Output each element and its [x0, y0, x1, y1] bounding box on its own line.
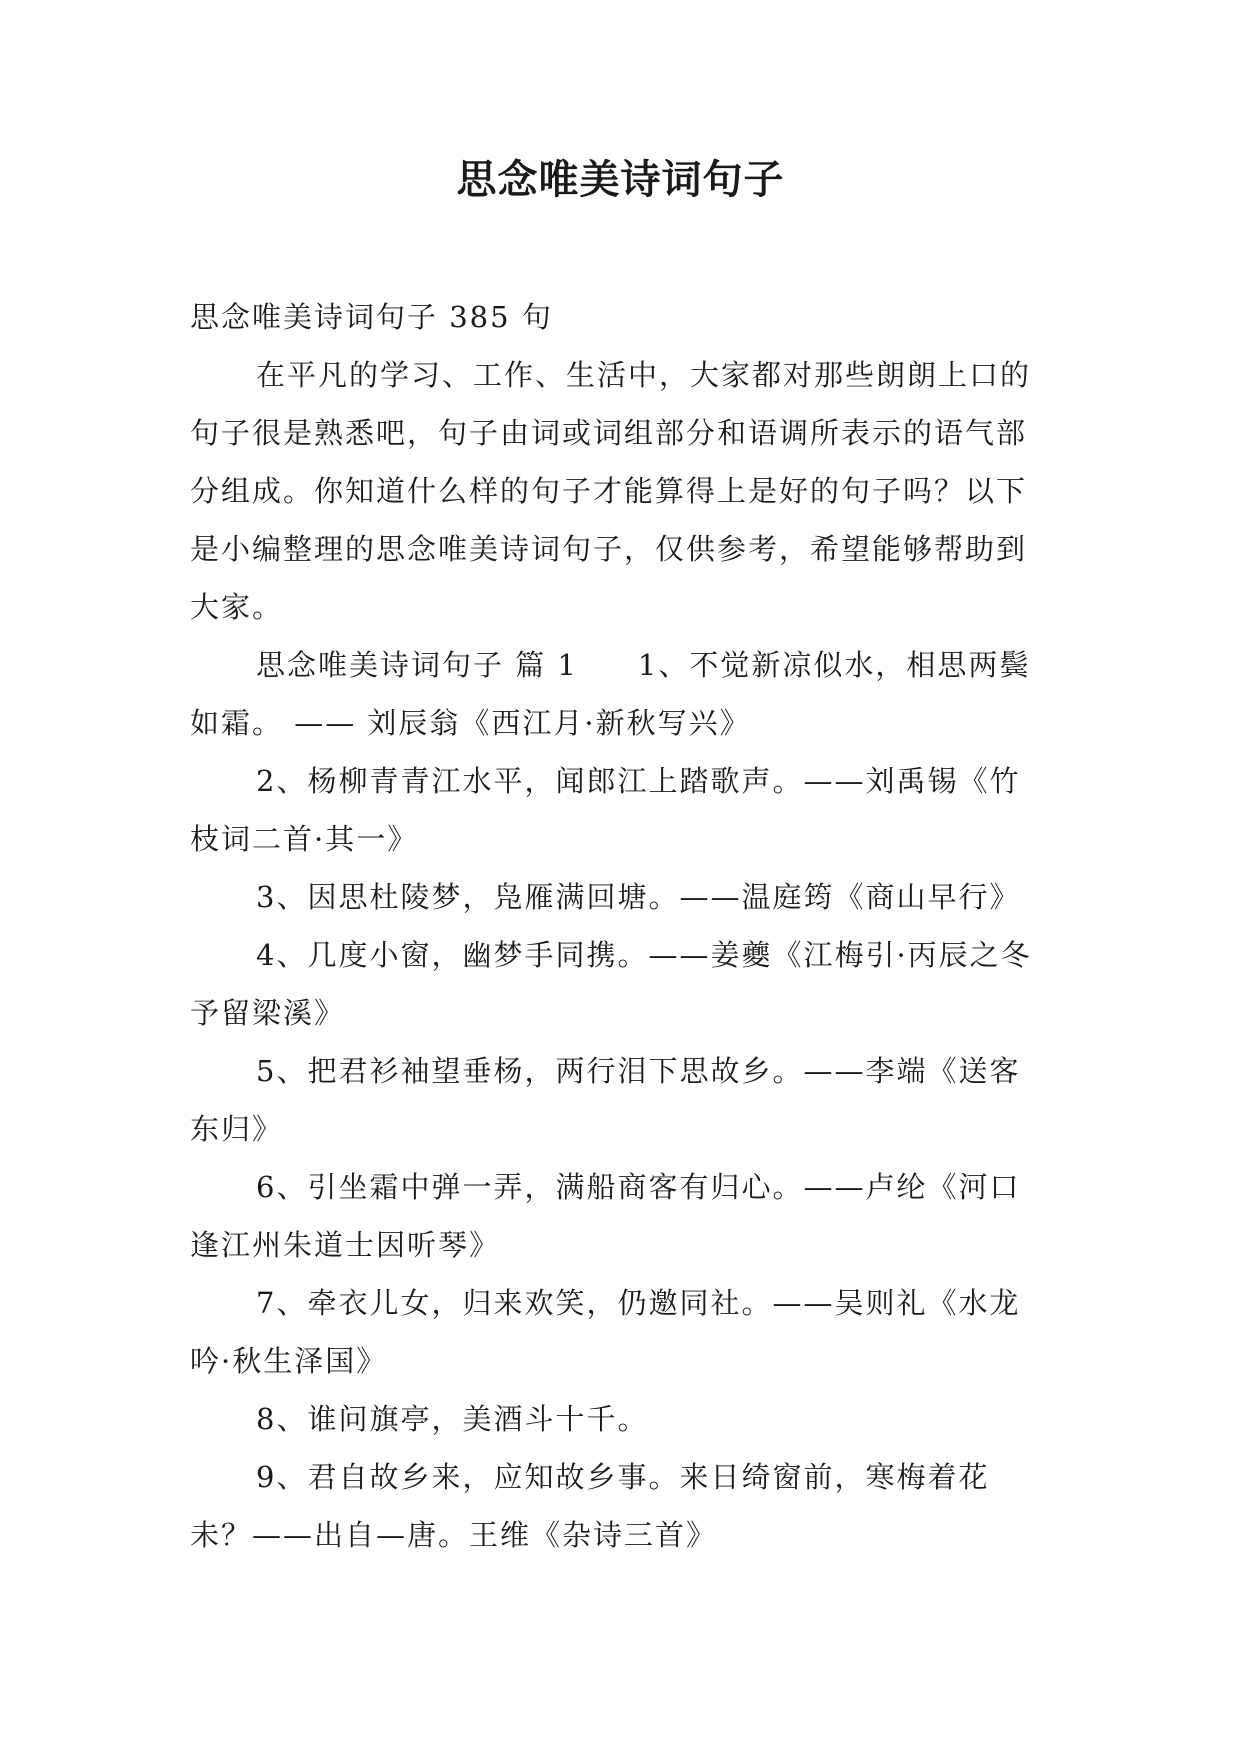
- quote-item-8: 8、谁问旗亭，美酒斗十千。: [256, 1402, 649, 1436]
- document-title: 思念唯美诗词句子: [456, 157, 785, 203]
- document-subtitle: 思念唯美诗词句子 385 句: [190, 300, 553, 334]
- section-heading: 思念唯美诗词句子 篇 1: [256, 648, 578, 682]
- quote-item-7: 7、牵衣儿女，归来欢笑，仍邀同社。——吴则礼《水龙吟·秋生泽国》: [190, 1286, 1021, 1378]
- quote-item-6: 6、引坐霜中弹一弄，满船商客有归心。——卢纶《河口逢江州朱道士因听琴》: [190, 1170, 1021, 1262]
- intro-paragraph: 在平凡的学习、工作、生活中，大家都对那些朗朗上口的句子很是熟悉吧，句子由词或词组部分和语调所表示的语气部分组成。你知道什么样的句子才能算得上是好的句子吗？以下是小编整理的思念唯美诗词句子，仅供参考，希望能够帮助到大家。: [190, 358, 1032, 624]
- quote-item-1: 1、不觉新凉似水，相思两鬓如霜。 —— 刘辰翁《西江月·新秋写兴》: [190, 648, 1031, 740]
- quote-item-5: 5、把君衫袖望垂杨，两行泪下思故乡。——李端《送客东归》: [190, 1054, 1021, 1146]
- quote-item-4: 4、几度小窗，幽梦手同携。——姜夔《江梅引·丙辰之冬予留梁溪》: [190, 938, 1032, 1030]
- quote-item-3: 3、因思杜陵梦，凫雁满回塘。——温庭筠《商山早行》: [256, 880, 1021, 914]
- document-body: [190, 288, 1050, 1564]
- quote-item-2: 2、杨柳青青江水平，闻郎江上踏歌声。——刘禹锡《竹枝词二首·其一》: [190, 764, 1021, 856]
- section-paragraph: [190, 636, 1050, 752]
- quote-item-9: 9、君自故乡来，应知故乡事。来日绮窗前，寒梅着花未？——出自—唐。王维《杂诗三首》: [190, 1460, 990, 1552]
